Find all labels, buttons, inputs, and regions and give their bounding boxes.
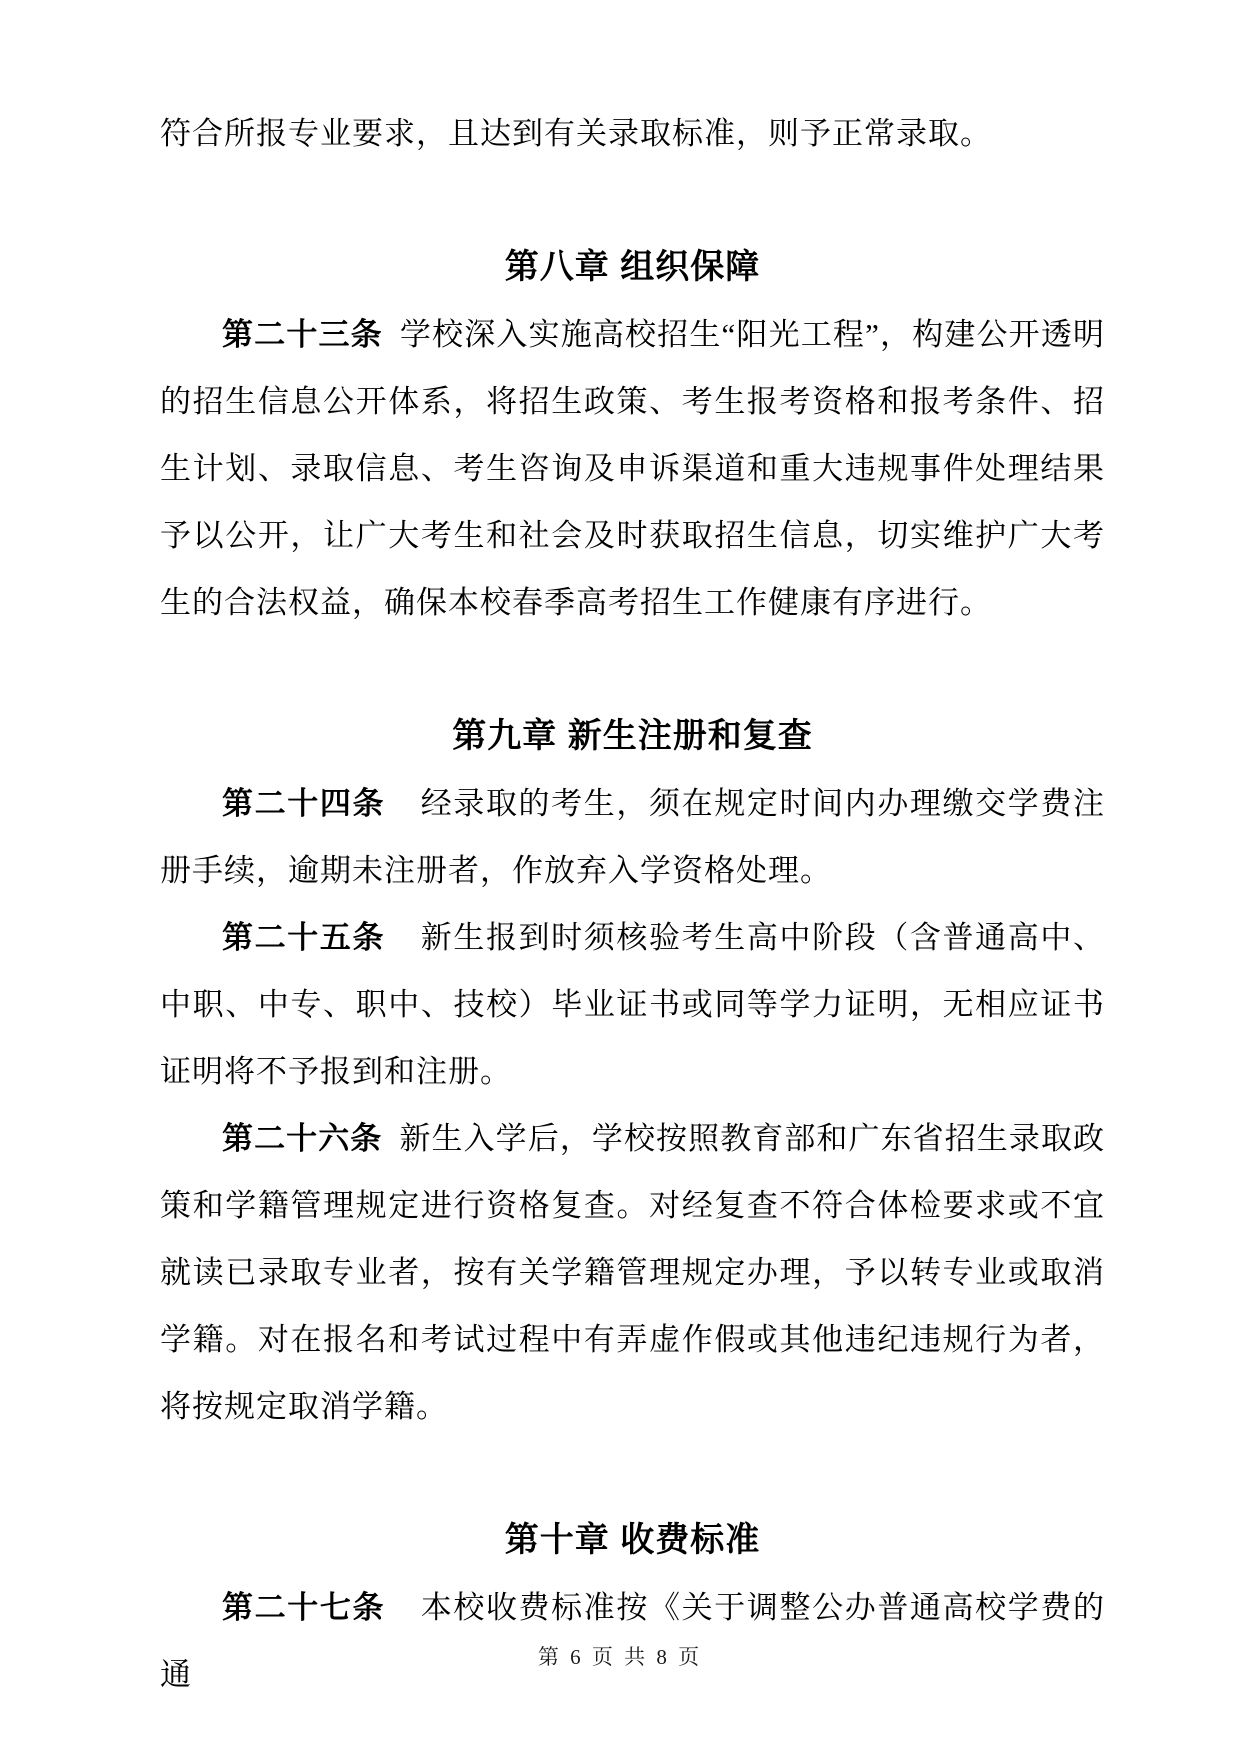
chapter-heading-10: 第十章 收费标准 xyxy=(504,1521,761,1559)
article-27-number: 第二十七条 xyxy=(222,1590,386,1625)
chapter-heading-9: 第九章 新生注册和复查 xyxy=(452,717,813,755)
paragraph-continuation: 符合所报专业要求，且达到有关录取标准，则予正常录取。 xyxy=(160,116,992,151)
article-26-number: 第二十六条 xyxy=(222,1121,383,1156)
article-23-text: 学校深入实施高校招生“阳光工程”，构建公开透明的招生信息公开体系，将招生政策、考生报考资格和报考条件、招生计划、录取信息、考生咨询及申诉渠道和重大违规事件处理结果予以公开，让广大考生和社会及时获取招生信息，切实维护广大考生的合法权益，确保本校春季高考招生工作健康有序进行。 xyxy=(160,317,1105,620)
article-26-text: 新生入学后，学校按照教育部和广东省招生录取政策和学籍管理规定进行资格复查。对经复查不符合体检要求或不宜就读已录取专业者，按有关学籍管理规定办理，予以转专业或取消学籍。对在报名和考试过程中有弄虚作假或其他违纪违规行为者，将按规定取消学籍。 xyxy=(160,1121,1106,1424)
article-23-number: 第二十三条 xyxy=(222,317,383,352)
chapter-heading-8: 第八章 组织保障 xyxy=(504,248,761,286)
article-25-number: 第二十五条 xyxy=(222,920,386,955)
article-23-paragraph xyxy=(160,301,1105,636)
article-25-text: 新生报到时须核验考生高中阶段（含普通高中、中职、中专、职中、技校）毕业证书或同等学力证明，无相应证书证明将不予报到和注册。 xyxy=(160,920,1106,1089)
article-24-text: 经录取的考生，须在规定时间内办理缴交学费注册手续，逾期未注册者，作放弃入学资格处理。 xyxy=(160,786,1106,888)
article-24-number: 第二十四条 xyxy=(222,786,386,821)
article-25-paragraph xyxy=(160,904,1105,1105)
page-number-footer: 第 6 页 共 8 页 xyxy=(537,1645,703,1669)
article-27-text: 本校收费标准按《关于调整公办普通高校学费的通 xyxy=(160,1590,1106,1692)
page-content xyxy=(160,100,1105,1708)
article-26-paragraph xyxy=(160,1105,1105,1440)
article-24-paragraph xyxy=(160,770,1105,904)
article-27-paragraph xyxy=(160,1574,1105,1708)
